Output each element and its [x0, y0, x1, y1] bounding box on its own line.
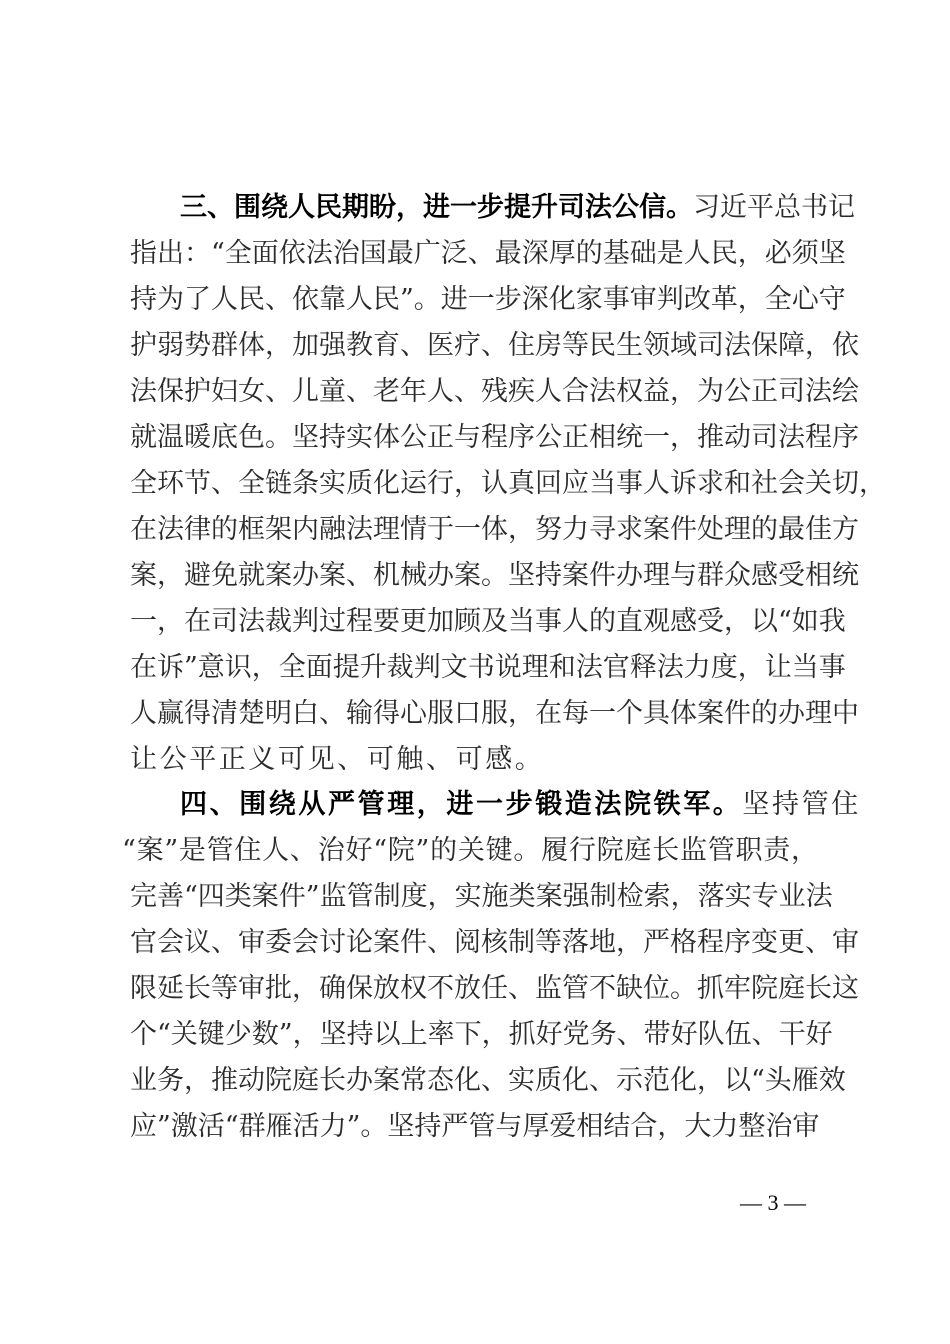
section-heading: 三、围绕人民期盼，进一步提升司法公信。	[180, 192, 693, 223]
paragraph-line: 法保护妇女、儿童、老年人、残疾人合法权益，为公正司法绘	[130, 376, 859, 407]
paragraph-line	[180, 185, 855, 231]
paragraph-line: 护弱势群体，加强教育、医疗、住房等民生领域司法保障，依	[130, 330, 859, 361]
paragraph-line: 指出：“全面依法治国最广泛、最深厚的基础是人民，必须坚	[130, 238, 846, 269]
paragraph-line: 在法律的框架内融法理情于一体，努力寻求案件处理的最佳方	[130, 514, 859, 545]
paragraph-line: 一，在司法裁判过程要更加顾及当事人的直观感受，以“如我	[130, 606, 846, 637]
paragraph-line: 完善“四类案件”监管制度，实施类案强制检索，落实专业法	[130, 881, 833, 912]
line-text: 习近平总书记	[693, 192, 855, 223]
paragraph-line: 全环节、全链条实质化运行，认真回应当事人诉求和社会关切，	[130, 468, 886, 499]
paragraph-line: 应”激活“群雁活力”。坚持严管与厚爱相结合，大力整治审	[130, 1111, 820, 1142]
paragraph-line: 人赢得清楚明白、输得心服口服，在每一个具体案件的办理中	[130, 698, 859, 729]
paragraph-line: 让公平正义可见、可触、可感。	[130, 744, 545, 775]
page-number: — 3 —	[740, 1190, 806, 1215]
paragraph-line: 案，避免就案办案、机械办案。坚持案件办理与群众感受相统	[130, 560, 859, 591]
paragraph-line: 在诉”意识，全面提升裁判文书说理和法官释法力度，让当事	[130, 652, 846, 683]
paragraph-line: 持为了人民、依靠人民”。进一步深化家事审判改革，全心守	[130, 284, 846, 315]
paragraph-line: 限延长等审批，确保放权不放任、监管不缺位。抓牢院庭长这	[130, 973, 859, 1004]
paragraph-line: 个“关键少数”，坚持以上率下，抓好党务、带好队伍、干好	[130, 1019, 833, 1050]
paragraph-line	[180, 782, 861, 828]
section-heading: 四、围绕从严管理，进一步锻造法院铁军。	[180, 789, 743, 820]
paragraph-line: 就温暖底色。坚持实体公正与程序公正相统一，推动司法程序	[130, 422, 859, 453]
line-text: 坚持管住	[742, 789, 861, 820]
paragraph-line: 官会议、审委会讨论案件、阅核制等落地，严格程序变更、审	[130, 927, 859, 958]
paragraph-line: 业务，推动院庭长办案常态化、实质化、示范化，以“头雁效	[130, 1065, 846, 1096]
paragraph-line: “案”是管住人、治好“院”的关键。履行院庭长监管职责，	[122, 835, 818, 866]
